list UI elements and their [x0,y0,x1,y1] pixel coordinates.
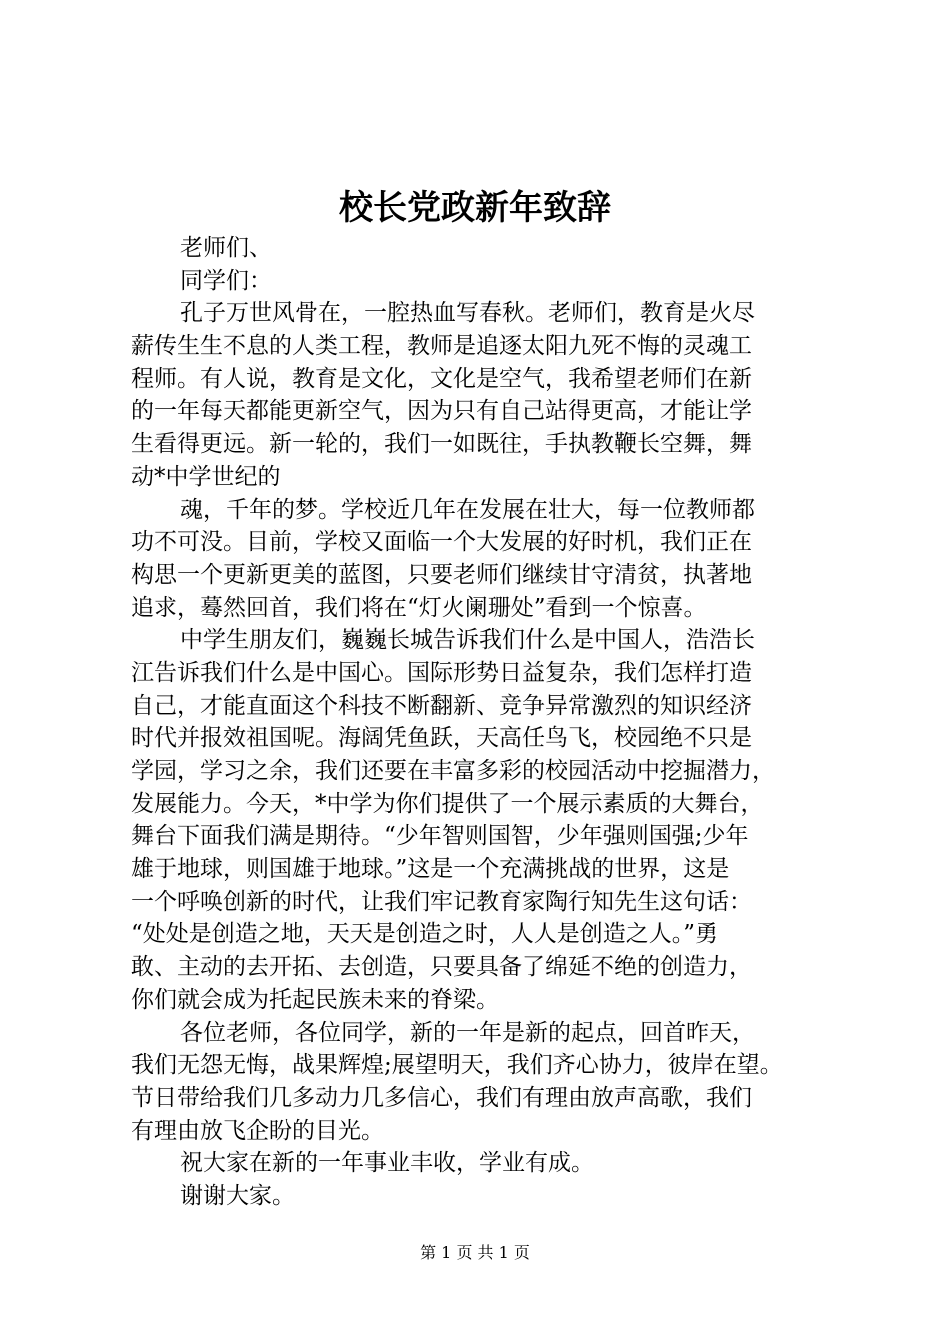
paragraph-line: 程师。有人说，教育是文化，文化是空气，我希望老师们在新 [131,365,752,392]
paragraph-line: 发展能力。今天，*中学为你们提供了一个展示素质的大舞台， [131,790,764,817]
salutation-line: 老师们、 [180,235,272,261]
paragraph-line: 功不可没。目前，学校又面临一个大发展的好时机，我们正在 [131,529,752,556]
paragraph-line: 生看得更远。新一轮的，我们一如既往，手执教鞭长空舞，舞 [131,431,752,458]
document-title: 校长党政新年致辞 [339,188,611,228]
paragraph-first-line: 魂，千年的梦。学校近几年在发展在壮大，每一位教师都 [180,496,755,523]
paragraph-line: 舞台下面我们满是期待。“少年智则国智，少年强则国强;少年 [131,823,749,850]
paragraph-line: 时代并报效祖国呢。海阔凭鱼跃，天高任鸟飞，校园绝不只是 [131,725,752,752]
closing-line: 祝大家在新的一年事业丰收，学业有成。 [180,1150,594,1177]
paragraph-line: 江告诉我们什么是中国心。国际形势日益复杂，我们怎样打造 [131,659,752,686]
paragraph-line: 有理由放飞企盼的目光。 [131,1117,384,1144]
paragraph-first-line: 各位老师，各位同学，新的一年是新的起点，回首昨天， [180,1019,755,1046]
paragraph-line: “处处是创造之地，天天是创造之时，人人是创造之人。”勇 [131,921,719,948]
paragraph-line: 构思一个更新更美的蓝图，只要老师们继续甘守清贫，执著地 [131,561,752,588]
paragraph-line: 你们就会成为托起民族未来的脊梁。 [131,986,499,1013]
paragraph-line: 薪传生生不息的人类工程，教师是追逐太阳九死不悔的灵魂工 [131,333,752,360]
closing-line: 谢谢大家。 [180,1182,295,1209]
paragraph-line: 节日带给我们几多动力几多信心，我们有理由放声高歌，我们 [131,1084,752,1111]
paragraph-line: 敢、主动的去开拓、去创造，只要具备了绵延不绝的创造力， [131,954,752,981]
page-footer [0,1243,950,1263]
paragraph-line: 我们无怨无悔，战果辉煌;展望明天，我们齐心协力，彼岸在望。 [131,1052,783,1079]
paragraph-line: 学园，学习之余，我们还要在丰富多彩的校园活动中挖掘潜力， [131,758,775,784]
paragraph-first-line: 中学生朋友们，巍巍长城告诉我们什么是中国人，浩浩长 [180,627,755,654]
paragraph-first-line: 孔子万世风骨在，一腔热血写春秋。老师们，教育是火尽 [180,300,755,327]
document-body [0,232,950,1213]
paragraph-line: 的一年每天都能更新空气，因为只有自己站得更高，才能让学 [131,398,752,425]
paragraph-line: 雄于地球，则国雄于地球。”这是一个充满挑战的世界，这是 [131,856,730,883]
page-number: 第 1 页 共 1 页 [420,1243,530,1262]
paragraph-line: 追求，蓦然回首，我们将在“灯火阑珊处”看到一个惊喜。 [131,594,707,621]
salutation-line: 同学们： [180,267,272,294]
paragraph-line: 动*中学世纪的 [131,463,281,490]
paragraph-line: 自己，才能直面这个科技不断翻新、竞争异常激烈的知识经济 [131,692,752,719]
paragraph-line: 一个呼唤创新的时代，让我们牢记教育家陶行知先生这句话： [131,888,752,915]
